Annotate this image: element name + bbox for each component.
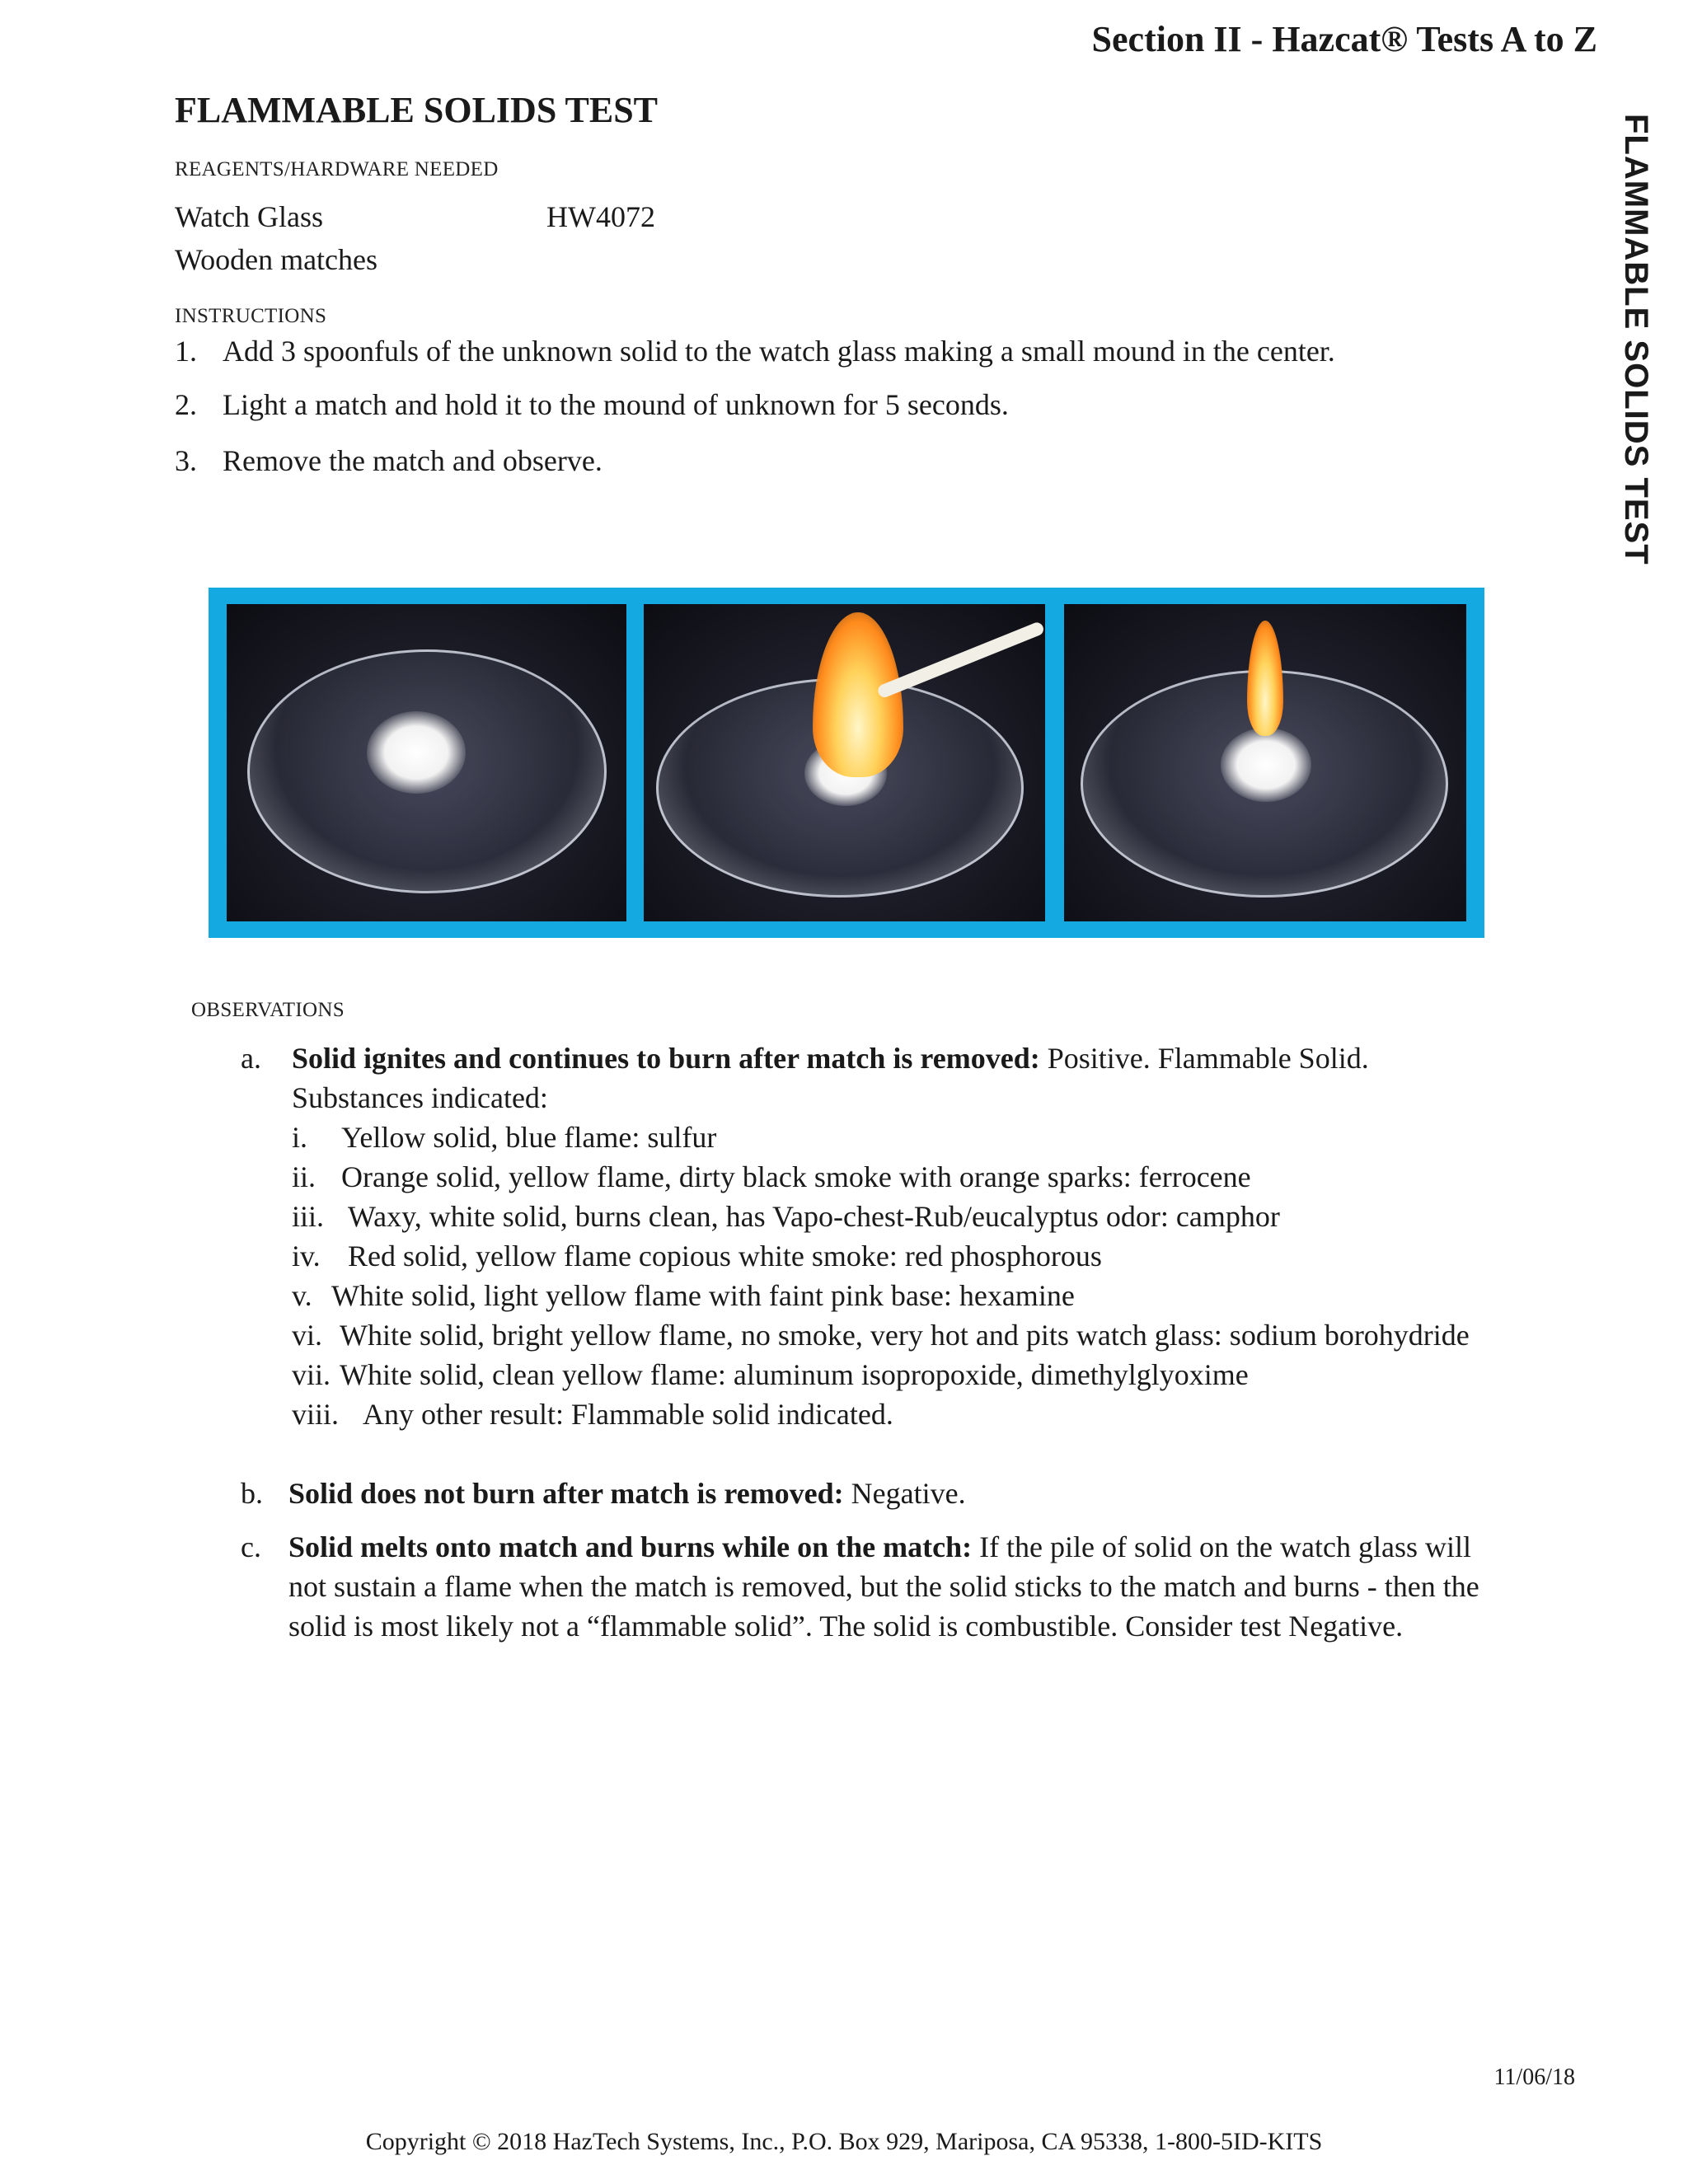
substance-text: Orange solid, yellow flame, dirty black smoke with orange sparks: ferrocene	[341, 1160, 1251, 1193]
step-text: Remove the match and observe.	[223, 444, 603, 477]
substance-text: Waxy, white solid, burns clean, has Vapo-chest-Rub/eucalyptus odor: camphor	[348, 1200, 1280, 1233]
photo-strip	[209, 588, 1484, 938]
step-number: 3.	[175, 444, 197, 477]
substance-item	[292, 1239, 1102, 1273]
observation-a	[241, 1041, 1369, 1076]
substance-item	[292, 1357, 1249, 1392]
instruction-step	[175, 334, 1335, 368]
side-tab	[1603, 114, 1661, 565]
substance-text: Yellow solid, blue flame: sulfur	[341, 1121, 717, 1154]
substance-number: vi.	[292, 1319, 323, 1352]
instruction-step	[175, 387, 1009, 422]
observation-b	[241, 1476, 966, 1511]
substance-number: vii.	[292, 1358, 331, 1391]
solid-mound	[367, 711, 466, 794]
observation-result: Negative.	[843, 1477, 966, 1510]
observation-c-line: not sustain a flame when the match is removed, but the solid sticks to the match and burns - then the	[288, 1570, 1479, 1603]
substance-item	[292, 1160, 1251, 1194]
section-header: Section II - Hazcat® Tests A to Z	[1091, 19, 1597, 59]
substance-number: i.	[292, 1121, 308, 1154]
substance-text: Any other result: Flammable solid indicated.	[363, 1398, 893, 1431]
step-text: Add 3 spoonfuls of the unknown solid to the watch glass making a small mound in the center.	[223, 335, 1335, 368]
substance-number: iv.	[292, 1240, 321, 1272]
match-stick	[876, 621, 1045, 699]
step-text: Light a match and hold it to the mound of unknown for 5 seconds.	[223, 388, 1009, 421]
photo-match-ignition	[644, 604, 1045, 921]
substance-item	[292, 1318, 1470, 1352]
photo-solid-on-watch-glass	[227, 604, 626, 921]
substance-text: White solid, light yellow flame with faint pink base: hexamine	[331, 1279, 1075, 1312]
observation-text: If the pile of solid on the watch glass will	[972, 1530, 1471, 1563]
observation-heading: Solid does not burn after match is removed:	[288, 1477, 844, 1510]
substance-text: White solid, clean yellow flame: aluminum isopropoxide, dimethylglyoxime	[340, 1358, 1249, 1391]
substance-text: Red solid, yellow flame copious white smoke: red phosphorous	[348, 1240, 1102, 1272]
page-title: FLAMMABLE SOLIDS TEST	[175, 90, 659, 130]
substance-number: viii.	[292, 1398, 340, 1431]
reagent-code: HW4072	[546, 200, 655, 233]
observation-c-line: solid is most likely not a “flammable solid”. The solid is combustible. Consider test Negative.	[288, 1610, 1404, 1643]
revision-date: 11/06/18	[1493, 2064, 1575, 2090]
step-number: 1.	[175, 335, 197, 368]
solid-mound	[1221, 728, 1311, 802]
observation-result: Positive. Flammable Solid.	[1039, 1042, 1369, 1075]
instruction-step	[175, 443, 603, 478]
substance-text: White solid, bright yellow flame, no smoke, very hot and pits watch glass: sodium borohydride	[340, 1319, 1470, 1352]
copyright-footer: Copyright © 2018 HazTech Systems, Inc., P.O. Box 929, Mariposa, CA 95338, 1-800-5ID-KITS	[365, 2128, 1323, 2155]
reagents-label: REAGENTS/HARDWARE NEEDED	[175, 158, 499, 180]
side-tab-label: FLAMMABLE SOLIDS TEST	[1618, 114, 1654, 565]
step-number: 2.	[175, 388, 197, 421]
observation-heading: Solid melts onto match and burns while on the match:	[288, 1530, 973, 1563]
instructions-label: INSTRUCTIONS	[175, 305, 327, 327]
substances-indicated-label: Substances indicated:	[292, 1081, 548, 1114]
observation-letter: c.	[241, 1530, 261, 1563]
reagent-name: Watch Glass	[175, 200, 324, 233]
substance-item	[292, 1278, 1075, 1313]
substance-number: v.	[292, 1279, 312, 1312]
reagent-name: Wooden matches	[175, 243, 378, 276]
observation-c	[241, 1530, 1471, 1564]
observation-letter: a.	[241, 1042, 261, 1075]
observation-letter: b.	[241, 1477, 263, 1510]
substance-item	[292, 1199, 1280, 1234]
observations-label: OBSERVATIONS	[191, 999, 345, 1021]
flame	[1247, 621, 1283, 736]
substance-number: iii.	[292, 1200, 325, 1233]
substance-number: ii.	[292, 1160, 316, 1193]
substance-item	[292, 1397, 893, 1432]
substance-item	[292, 1120, 716, 1155]
observation-heading: Solid ignites and continues to burn after match is removed:	[292, 1042, 1040, 1075]
photo-solid-burning	[1064, 604, 1466, 921]
